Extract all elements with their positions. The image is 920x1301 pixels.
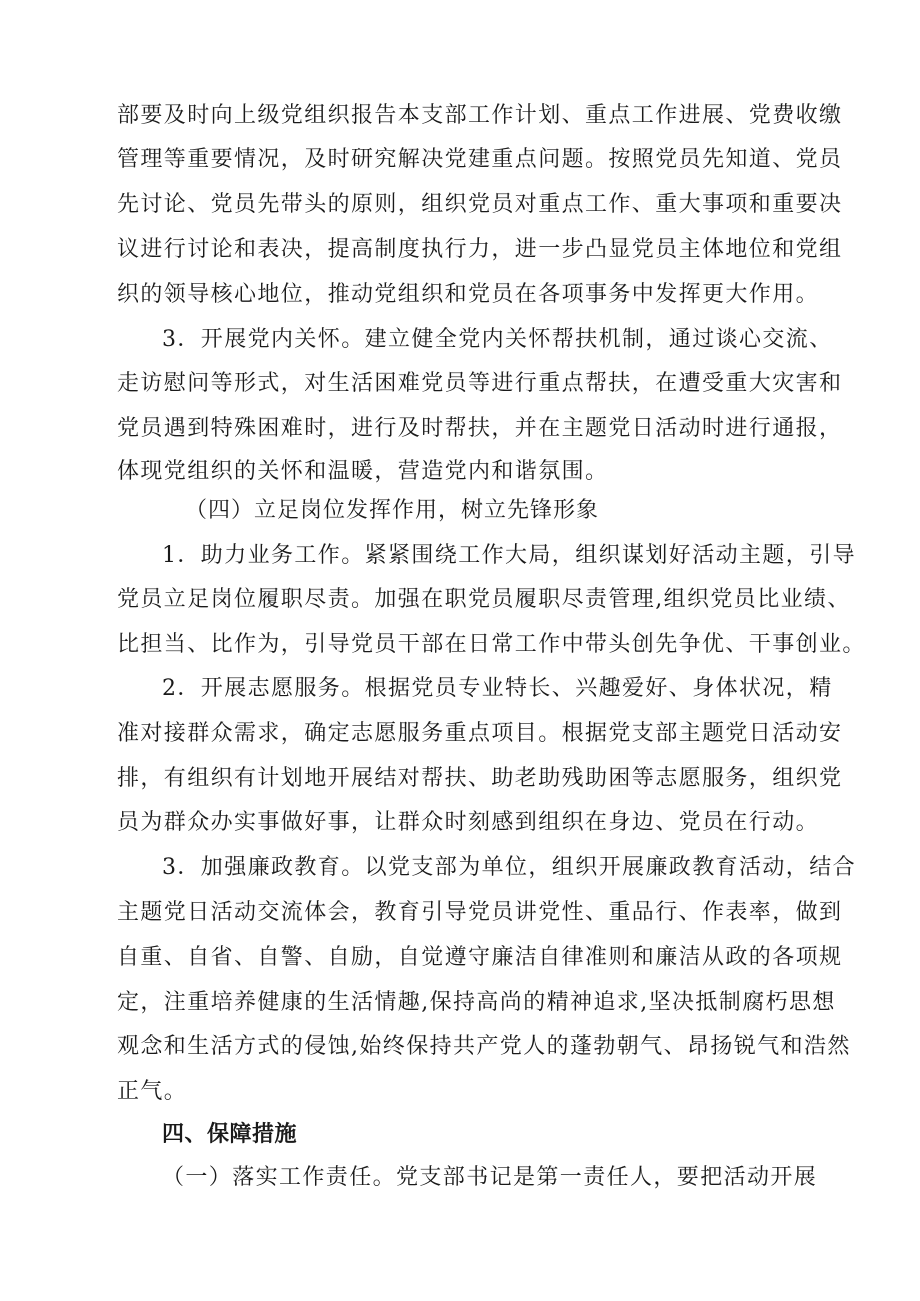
text-line-12: 党员立足岗位履职尽责。加强在职党员履职尽责管理,组织党员比业绩、 (117, 587, 851, 612)
text-line-9: 体现党组织的关怀和温暖，营造党内和谐氛围。 (117, 459, 609, 484)
text-line-6: 3．开展党内关怀。建立健全党内关怀帮扶机制，通过谈心交流、 (162, 327, 833, 352)
text-line-19: 主题党日活动交流体会，教育引导党员讲党性、重品行、作表率，做到 (117, 900, 843, 925)
text-line-15: 准对接群众需求，确定志愿服务重点项目。根据党支部主题党日活动安 (117, 721, 843, 746)
text-line-4: 议进行讨论和表决，提高制度执行力，进一步凸显党员主体地位和党组 (117, 237, 843, 262)
text-line-11: 1．助力业务工作。紧紧围绕工作大局，组织谋划好活动主题，引导 (162, 543, 856, 568)
text-line-2: 管理等重要情况，及时研究解决党建重点问题。按照党员先知道、党员 (117, 147, 843, 172)
text-line-25: （一）落实工作责任。党支部书记是第一责任人，要把活动开展 (162, 1165, 818, 1190)
text-line-16: 排，有组织有计划地开展结对帮扶、助老助残助困等志愿服务，组织党 (117, 766, 843, 791)
text-line-14: 2．开展志愿服务。根据党员专业特长、兴趣爱好、身体状况，精 (162, 676, 833, 701)
text-line-7: 走访慰问等形式，对生活困难党员等进行重点帮扶，在遭受重大灾害和 (117, 371, 843, 396)
section-heading-4: （四）立足岗位发挥作用，树立先锋形象 (185, 498, 600, 523)
text-line-5: 织的领导核心地位，推动党组织和党员在各项事务中发挥更大作用。 (117, 282, 820, 307)
text-line-1: 部要及时向上级党组织报告本支部工作计划、重点工作进展、党费收缴 (117, 103, 843, 128)
text-line-22: 观念和生活方式的侵蚀,始终保持共产党人的蓬勃朝气、昂扬锐气和浩然 (117, 1034, 851, 1059)
section-heading-guarantee: 四、保障措施 (162, 1122, 298, 1147)
text-line-13: 比担当、比作为，引导党员干部在日常工作中带头创先争优、干事创业。 (117, 632, 866, 657)
text-line-17: 员为群众办实事做好事，让群众时刻感到组织在身边、党员在行动。 (117, 810, 820, 835)
text-line-23: 正气。 (117, 1079, 188, 1104)
text-line-3: 先讨论、党员先带头的原则，组织党员对重点工作、重大事项和重要决 (117, 192, 843, 217)
text-line-20: 自重、自省、自警、自励，自觉遵守廉洁自律准则和廉洁从政的各项规 (117, 945, 843, 970)
text-line-18: 3．加强廉政教育。以党支部为单位，组织开展廉政教育活动，结合 (162, 855, 856, 880)
text-line-21: 定，注重培养健康的生活情趣,保持高尚的精神追求,坚决抵制腐朽思想 (117, 990, 836, 1015)
text-line-8: 党员遇到特殊困难时，进行及时帮扶，并在主题党日活动时进行通报， (117, 416, 843, 441)
